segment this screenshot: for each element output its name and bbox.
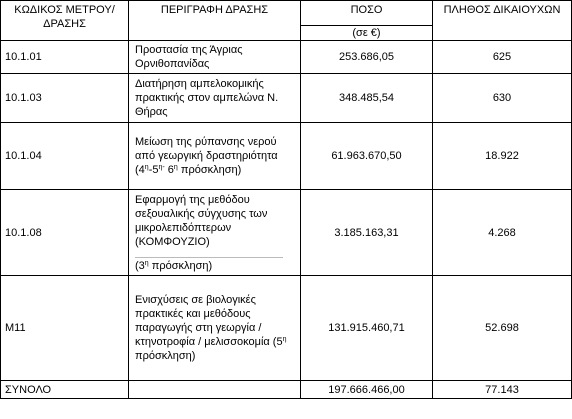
total-beneficiaries: 77.143: [433, 381, 572, 399]
row-description: Διατήρηση αμπελοκομικής πρακτικής στον αμπελώνα Ν. Θήρας: [129, 74, 301, 123]
header-code: ΚΩΔΙΚΟΣ ΜΕΤΡΟΥ/ΔΡΑΣΗΣ: [1, 1, 129, 41]
row-description: Ενισχύσεις σε βιολογικές πρακτικές και μεθόδους παραγωγής στη γεωργία /κτηνοτροφία / μελισσοκομία ($5^\eta$ πρόσκληση): [129, 276, 301, 381]
row-beneficiaries: 625: [433, 41, 572, 74]
header-description: ΠΕΡΙΓΡΑΦΗ ΔΡΑΣΗΣ: [129, 1, 301, 41]
total-row: [1, 381, 572, 399]
header-amount: ΠΟΣΟ: [301, 1, 433, 26]
row-code: 10.1.08: [1, 190, 129, 276]
table-row: [1, 41, 572, 74]
row-amount: 131.915.460,71: [301, 276, 433, 381]
row-description: Προστασία της Άγριας Ορνιθοπανίδας: [129, 41, 301, 74]
total-label: ΣΥΝΟΛΟ: [1, 381, 129, 399]
table-row: [1, 190, 572, 276]
row-amount: 3.185.163,31: [301, 190, 433, 276]
row-code: 10.1.04: [1, 123, 129, 190]
row-beneficiaries: 18.922: [433, 123, 572, 190]
row-code: M11: [1, 276, 129, 381]
total-empty-cell: [129, 381, 301, 399]
row-subnote: ($3^\eta$ πρόσκληση): [135, 257, 283, 273]
row-code: 10.1.03: [1, 74, 129, 123]
table-row: [1, 74, 572, 123]
row-amount: 61.963.670,50: [301, 123, 433, 190]
table-row: [1, 123, 572, 190]
total-amount: 197.666.466,00: [301, 381, 433, 399]
row-beneficiaries: 4.268: [433, 190, 572, 276]
row-beneficiaries: 630: [433, 74, 572, 123]
row-description: Μείωση της ρύπανσης νερού από γεωργική δραστηριότητα ($4^\eta-5^{\eta-}$ $6^\eta$ πρόσκληση): [129, 123, 301, 190]
row-description: Εφαρμογή της μεθόδου σεξουαλικής σύγχυσης των μικρολεπιδόπτερων (ΚΟΜΦΟΥΖΙΟ) ($3^\eta$ πρόσκληση): [129, 190, 301, 276]
row-amount: 348.485,54: [301, 74, 433, 123]
row-code: 10.1.01: [1, 41, 129, 74]
header-beneficiaries: ΠΛΗΘΟΣ ΔΙΚΑΙΟΥΧΩΝ: [433, 1, 572, 41]
table-row: [1, 276, 572, 381]
header-amount-unit: (σε €): [301, 26, 433, 41]
row-amount: 253.686,05: [301, 41, 433, 74]
row-beneficiaries: 52.698: [433, 276, 572, 381]
